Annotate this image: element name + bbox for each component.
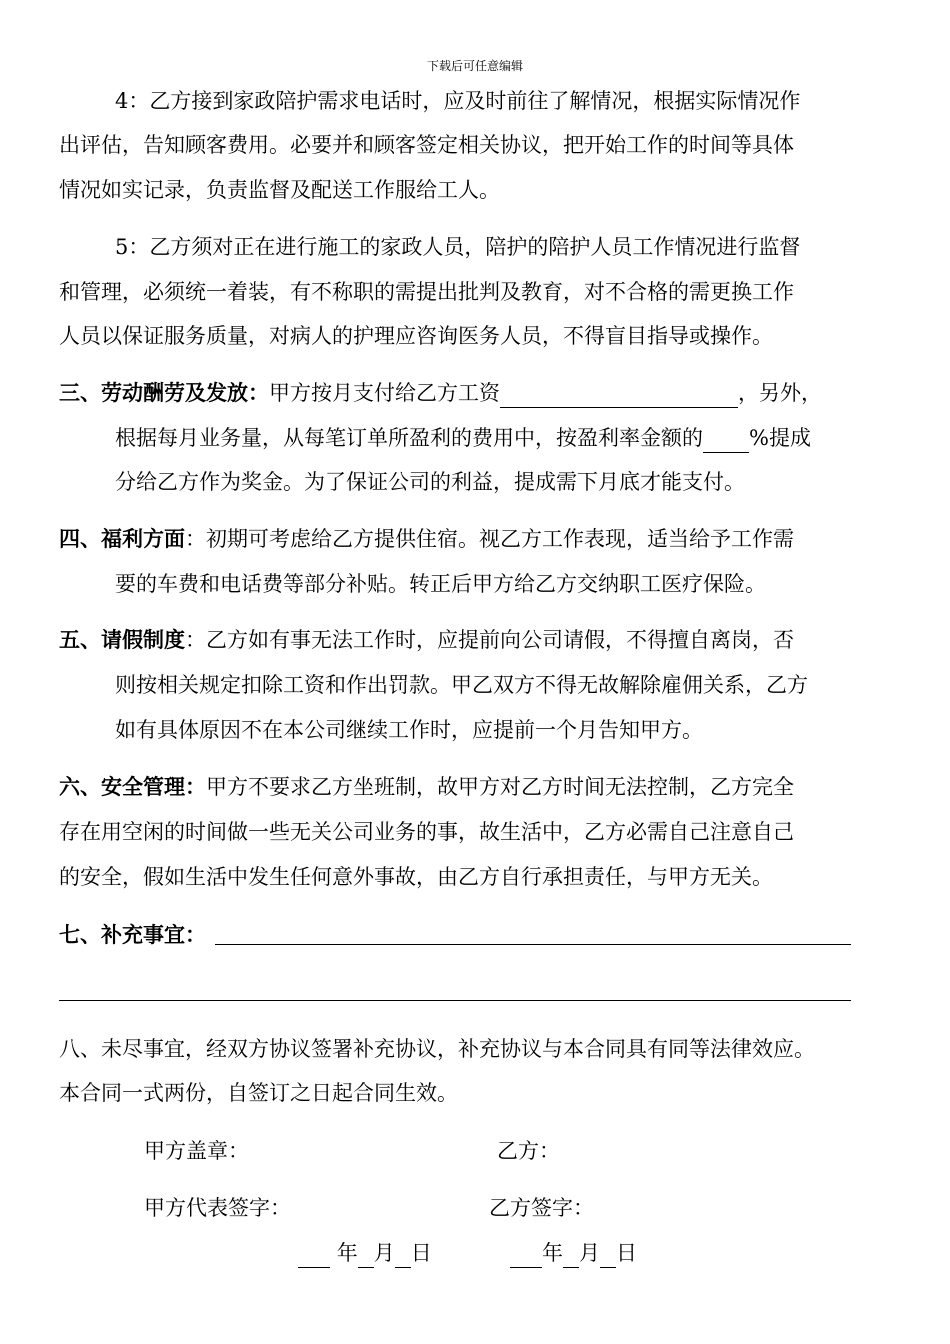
party-b-year-label: 年	[542, 1241, 563, 1265]
salary-blank[interactable]	[500, 385, 738, 408]
section5-line-3: 如有具体原因不在本公司继续工作时，应提前一个月告知甲方。	[115, 718, 703, 742]
section3-line-3: 分给乙方作为奖金。为了保证公司的利益，提成需下月底才能支付。	[115, 470, 745, 494]
party-a-rep-label: 甲方代表签字：	[144, 1196, 291, 1220]
section5-heading: 五、请假制度	[59, 627, 185, 652]
clause5-line-3: 人员以保证服务质量，对病人的护理应咨询医务人员，不得盲目指导或操作。	[59, 324, 773, 348]
section6-line-1	[59, 772, 794, 802]
party-a-year-label: 年	[336, 1241, 358, 1265]
section7-heading: 七、补充事宜：	[59, 922, 206, 947]
section3-line2-suffix: %提成	[749, 426, 811, 450]
section3-text-b: ，另外，	[738, 381, 822, 405]
supplement-line-2[interactable]	[59, 1000, 851, 1001]
section5-line1-text: ：乙方如有事无法工作时，应提前向公司请假，不得擅自离岗，否	[185, 628, 794, 652]
party-a-date	[298, 1238, 432, 1268]
clause4-line-3: 情况如实记录，负责监督及配送工作服给工人。	[59, 178, 500, 202]
section6-line1-text: 甲方不要求乙方坐班制，故甲方对乙方时间无法控制，乙方完全	[206, 775, 794, 799]
section3-text-a: 甲方按月支付给乙方工资	[269, 381, 500, 405]
party-b-month-label: 月	[579, 1241, 600, 1265]
party-b-year-blank[interactable]	[510, 1245, 542, 1268]
section6-line-3: 的安全，假如生活中发生任何意外事故，由乙方自行承担责任，与甲方无关。	[59, 865, 773, 889]
section5-line-2: 则按相关规定扣除工资和作出罚款。甲乙双方不得无故解除雇佣关系，乙方	[115, 673, 808, 697]
party-a-month-label: 月	[373, 1241, 395, 1265]
section6-heading: 六、安全管理：	[59, 774, 206, 799]
party-b-month-blank[interactable]	[563, 1245, 579, 1268]
clause5-line-1: 5：乙方须对正在进行施工的家政人员，陪护的陪护人员工作情况进行监督	[115, 235, 801, 259]
section4-line1-text: ：初期可考虑给乙方提供住宿。视乙方工作表现，适当给予工作需	[185, 527, 794, 551]
party-b-sign-label: 乙方签字：	[489, 1196, 594, 1220]
supplement-line-1[interactable]	[215, 944, 851, 945]
section8-line-1: 八、未尽事宜，经双方协议签署补充协议，补充协议与本合同具有同等法律效应。	[59, 1037, 815, 1061]
section3-line2-text: 根据每月业务量，从每笔订单所盈利的费用中，按盈利率金额的	[115, 426, 703, 450]
clause4-line-1: 4：乙方接到家政陪护需求电话时，应及时前往了解情况，根据实际情况作	[115, 89, 801, 113]
clause4-line-2: 出评估，告知顾客费用。必要并和顾客签定相关协议，把开始工作的时间等具体	[59, 133, 794, 157]
party-b-label: 乙方：	[497, 1139, 560, 1163]
party-a-seal-label: 甲方盖章：	[144, 1139, 249, 1163]
section8-line-2: 本合同一式两份，自签订之日起合同生效。	[59, 1081, 458, 1105]
section3-line-2	[115, 423, 811, 453]
clause5-line-2: 和管理，必须统一着装，有不称职的需提出批判及教育，对不合格的需更换工作	[59, 280, 794, 304]
party-b-date	[510, 1238, 637, 1268]
party-a-day-label: 日	[410, 1241, 432, 1265]
section5-line-1	[59, 625, 794, 655]
section4-line-1	[59, 524, 794, 554]
party-b-day-blank[interactable]	[600, 1245, 616, 1268]
section3-line-1	[59, 378, 822, 408]
percentage-blank[interactable]	[703, 430, 749, 453]
party-a-day-blank[interactable]	[395, 1245, 411, 1268]
section3-heading: 三、劳动酬劳及发放：	[59, 380, 269, 405]
header-note: 下载后可任意编辑	[426, 59, 523, 73]
party-a-month-blank[interactable]	[358, 1245, 374, 1268]
section4-line-2: 要的车费和电话费等部分补贴。转正后甲方给乙方交纳职工医疗保险。	[115, 572, 766, 596]
party-b-day-label: 日	[616, 1241, 637, 1265]
section6-line-2: 存在用空闲的时间做一些无关公司业务的事，故生活中，乙方必需自己注意自己	[59, 820, 794, 844]
party-a-year-blank[interactable]	[298, 1245, 330, 1268]
section4-heading: 四、福利方面	[59, 526, 185, 551]
